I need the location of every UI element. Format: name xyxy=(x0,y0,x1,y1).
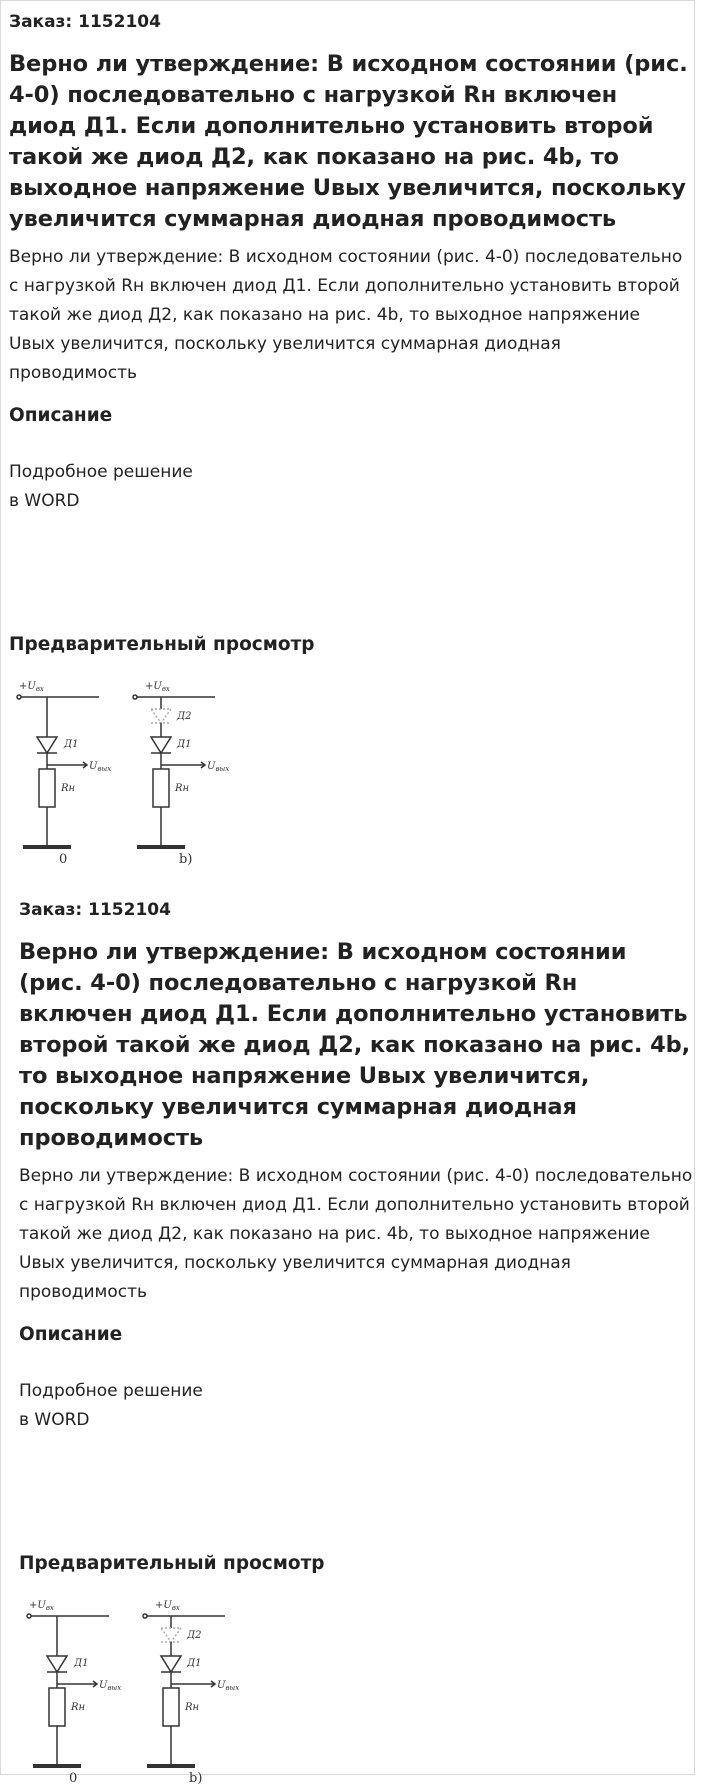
load-label-right: Rн xyxy=(185,1702,200,1713)
diode1-label-left: Д1 xyxy=(64,739,79,750)
circuit-right xyxy=(143,1614,225,1766)
out-label-left: $U_{вых}$ xyxy=(89,761,112,773)
load-label-right: Rн xyxy=(175,783,190,794)
order-number: Заказ: 1152104 xyxy=(19,900,171,920)
circuit-left xyxy=(17,695,99,847)
circuit-left xyxy=(27,1614,109,1766)
supply-label-left: $+U_{вх}$ xyxy=(29,1600,54,1612)
out-label-right: $U_{вых}$ xyxy=(207,761,230,773)
diode1-label-left: Д1 xyxy=(74,1658,89,1669)
description-line-2: в WORD xyxy=(9,491,80,511)
diode2-label-right: Д2 xyxy=(187,1630,202,1641)
preview-heading: Предварительный просмотр xyxy=(9,634,315,655)
fig-label-right: b) xyxy=(179,852,193,867)
description-line-1: Подробное решение xyxy=(9,462,193,482)
description-line-1: Подробное решение xyxy=(19,1381,203,1401)
load-label-left: Rн xyxy=(61,783,76,794)
diode1-label-right: Д1 xyxy=(177,739,192,750)
load-label-left: Rн xyxy=(71,1702,86,1713)
out-label-left: $U_{вых}$ xyxy=(99,1680,122,1692)
diode1-label-right: Д1 xyxy=(187,1658,202,1669)
order-number: Заказ: 1152104 xyxy=(9,12,161,32)
circuit-preview-image xyxy=(9,669,239,869)
order-title: Верно ли утверждение: В исходном состоянии (рис. 4-0) последовательно с нагрузкой Rн включен диод Д1. Если дополнительно установить второй такой же диод Д2, как показано на рис. 4b, то выходное напряжение Uвых увеличится, поскольку увеличится суммарная диодная проводимость xyxy=(19,939,691,1151)
order-card-2 xyxy=(19,888,694,1788)
out-label-right: $U_{вых}$ xyxy=(217,1680,240,1692)
diode2-label-right: Д2 xyxy=(177,711,192,722)
circuit-preview-image xyxy=(19,1588,249,1788)
order-card-1 xyxy=(9,0,689,869)
supply-label-right: $+U_{вх}$ xyxy=(155,1600,180,1612)
description-heading: Описание xyxy=(19,1324,123,1345)
order-text: Верно ли утверждение: В исходном состоянии (рис. 4-0) последовательно с нагрузкой Rн включен диод Д1. Если дополнительно установить второй такой же диод Д2, как показано на рис. 4b, то выходное напряжение Uвых увеличится, поскольку увеличится суммарная диодная проводимость xyxy=(9,247,683,383)
supply-label-right: $+U_{вх}$ xyxy=(145,681,170,693)
supply-label-left: $+U_{вх}$ xyxy=(19,681,44,693)
preview-heading: Предварительный просмотр xyxy=(19,1553,325,1574)
order-text: Верно ли утверждение: В исходном состоянии (рис. 4-0) последовательно с нагрузкой Rн включен диод Д1. Если дополнительно установить второй такой же диод Д2, как показано на рис. 4b, то выходное напряжение Uвых увеличится, поскольку увеличится суммарная диодная проводимость xyxy=(19,1166,693,1302)
fig-label-left: 0 xyxy=(59,852,68,867)
description-heading: Описание xyxy=(9,405,113,426)
fig-label-left: 0 xyxy=(69,1771,78,1786)
order-title: Верно ли утверждение: В исходном состоянии (рис. 4-0) последовательно с нагрузкой Rн включен диод Д1. Если дополнительно установить второй такой же диод Д2, как показано на рис. 4b, то выходное напряжение Uвых увеличится, поскольку увеличится суммарная диодная проводимость xyxy=(9,51,688,232)
fig-label-right: b) xyxy=(189,1771,203,1786)
description-text xyxy=(19,1377,694,1435)
description-line-2: в WORD xyxy=(19,1410,90,1430)
description-text xyxy=(9,458,689,516)
circuit-right xyxy=(133,695,215,847)
